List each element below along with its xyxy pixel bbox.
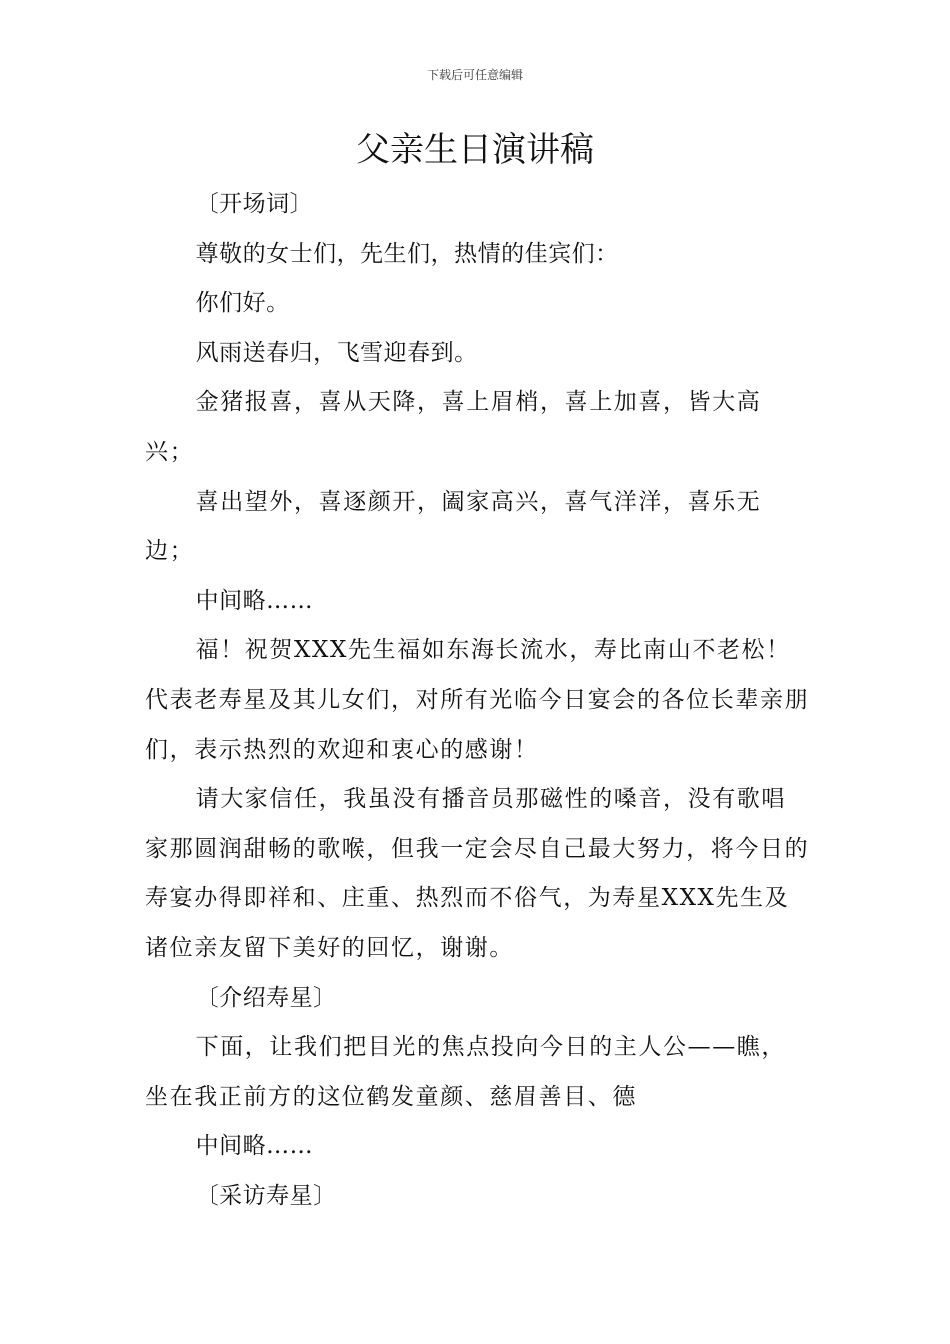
document-title: 父亲生日演讲稿 <box>356 130 594 170</box>
paragraph-omitted-2: 中间略…… <box>195 1133 314 1160</box>
paragraph-joy: 喜出望外，喜逐颜开，阖家高兴，喜气洋洋，喜乐无边； <box>145 488 762 565</box>
paragraph-introduce: 下面，让我们把目光的焦点投向今日的主人公——瞧，坐在我正前方的这位鹤发童颜、慈眉善目、德 <box>145 1034 786 1110</box>
paragraph-omitted-1: 中间略…… <box>195 587 314 614</box>
paragraph-blessing: 福！祝贺XXX先生福如东海长流水，寿比南山不老松！代表老寿星及其儿女们，对所有光临今日宴会的各位长辈亲朋们，表示热烈的欢迎和衷心的感谢！ <box>145 637 810 763</box>
paragraph-interview-heading: 〔采访寿星〕 <box>195 1182 337 1209</box>
paragraph-introduce-heading: 〔介绍寿星〕 <box>195 984 337 1011</box>
paragraph-golden-pig: 金猪报喜，喜从天降，喜上眉梢，喜上加喜，皆大高兴； <box>145 389 762 465</box>
document-body <box>145 180 810 1221</box>
paragraph-opening-heading: 〔开场词〕 <box>195 191 314 217</box>
paragraph-spring-verse: 风雨送春归，飞雪迎春到。 <box>195 339 478 366</box>
header-note: 下载后可任意编辑 <box>426 68 523 82</box>
paragraph-host-promise: 请大家信任，我虽没有播音员那磁性的嗓音，没有歌唱家那圆润甜畅的歌喉，但我一定会尽自己最大努力，将今日的寿宴办得即祥和、庄重、热烈而不俗气，为寿星XXX先生及诸位亲友留下美好的回忆，谢谢。 <box>145 786 810 961</box>
paragraph-hello: 你们好。 <box>195 290 290 317</box>
paragraph-greeting: 尊敬的女士们，先生们，热情的佳宾们： <box>195 240 619 267</box>
